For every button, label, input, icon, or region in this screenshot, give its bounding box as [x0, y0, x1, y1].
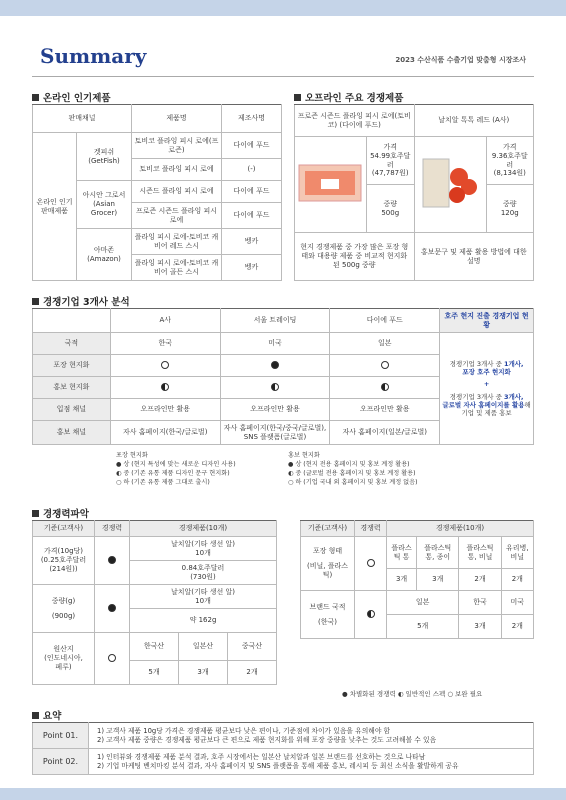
cell: 오프라인만 활용: [110, 399, 220, 421]
rating-mid-icon: [381, 383, 389, 391]
criteria-brand: 브랜드 국적 (한국): [301, 591, 355, 639]
online-product: 플라잉 피시 로에-토비코 캐비어 레드 스시: [132, 229, 222, 255]
summary-table: [32, 722, 534, 775]
summary-section-heading: 요약: [32, 708, 61, 722]
online-maker: 다이에 푸드: [222, 133, 282, 159]
online-maker: (-): [222, 159, 282, 181]
point-02-text: 1) 인터뷰와 경쟁제품 제품 분석 결과, 호주 시장에서는 일본산 날치알과 일본 브랜드를 선호하는 것으로 나타남 2) 기업 마케팅 벤치마킹 분석 결과, 자사 홈페이지 및 SNS 플랫폼을 통해 제품 홍보, 레시피 등 최신 소식을 활발하게 공유: [89, 749, 534, 775]
cell: 미국: [501, 591, 533, 615]
cell: 2개: [459, 569, 501, 591]
rating-cell: [330, 355, 440, 377]
cell: 미국: [220, 333, 330, 355]
cell: 3개: [179, 661, 228, 685]
rating-cell: [95, 633, 130, 685]
cell: 3개: [459, 615, 501, 639]
rating-cell: [95, 585, 130, 633]
cell: 자사 홈페이지(한국/글로벌): [110, 421, 220, 445]
bullet-square-icon: [32, 712, 39, 719]
col-seoul-trading: 서울 트레이딩: [220, 309, 330, 333]
channel-getfish: 겟피쉬 (GetFish): [77, 133, 132, 181]
cell: 날치알(기타 생선 알) 10개: [130, 537, 277, 561]
col-channel: 판매채널: [33, 105, 132, 133]
pack-legend: 포장 현지화 ● 상 (현지 특성에 맞는 새로운 디자인 사용) ◐ 중 (기존 유통 제품 디자인 문구 현지화) ○ 하 (기존 유통 제품 그대로 출시): [116, 452, 236, 486]
rating-high-icon: [108, 556, 116, 564]
report-title: 2023 수산식품 수출기업 맞춤형 시장조사: [395, 56, 526, 64]
weight-b: 중량 120g: [486, 185, 533, 233]
cell: 5개: [130, 661, 179, 685]
rating-cell: [220, 355, 330, 377]
cell: 플라스틱 통, 종이: [417, 537, 459, 569]
row-nationality: 국적: [33, 333, 111, 355]
rating-cell: [220, 377, 330, 399]
cell: 일본: [330, 333, 440, 355]
rating-cell: [95, 537, 130, 585]
online-section-heading: 온라인 인기제품: [32, 90, 111, 104]
rating-low-icon: [108, 654, 116, 662]
rating-low-icon: [367, 559, 375, 567]
note-a: 현지 경쟁제품 중 가장 많은 포장 형태와 대용량 제품 중 비교적 현지화 된 500g 중량: [295, 233, 415, 281]
cell: 자사 홈페이지(일본/글로벌): [330, 421, 440, 445]
bullet-square-icon: [32, 94, 39, 101]
bullet-square-icon: [294, 94, 301, 101]
col-products: 경쟁제품(10개): [387, 521, 534, 537]
roe-pack-image-icon: [417, 153, 483, 213]
competitors-section-heading: 경쟁기업 3개사 분석: [32, 294, 130, 308]
point-02: Point 02.: [33, 749, 89, 775]
col-company-a: A사: [110, 309, 220, 333]
online-maker: 벵카: [222, 229, 282, 255]
rating-mid-icon: [161, 383, 169, 391]
rating-cell: [110, 377, 220, 399]
row-entry-channel: 입점 채널: [33, 399, 111, 421]
online-maker: 벵카: [222, 255, 282, 281]
online-product: 토비코 플라잉 피시 로에: [132, 159, 222, 181]
point-01-text: 1) 고객사 제품 10g당 가격은 경쟁제품 평균보다 낮은 편이나, 기준점에 차이가 있음을 유의해야 함 2) 고객사 제품 중량은 경쟁제품 평균보다 큰 편으로 제품 현지화를 위해 포장 중량을 낮추는 것도 고려해볼 수 있음: [89, 723, 534, 749]
offline-products-table: [294, 104, 534, 281]
competitors-table: [32, 308, 534, 445]
col-products: 경쟁제품(10개): [130, 521, 277, 537]
cell: 한국산: [130, 633, 179, 661]
online-maker: 다이에 푸드: [222, 181, 282, 203]
roe-tray-image-icon: [297, 153, 363, 213]
online-maker: 다이에 푸드: [222, 203, 282, 229]
bottom-band: [0, 788, 566, 800]
cell: 오프라인만 활용: [220, 399, 330, 421]
col-product: 제품명: [132, 105, 222, 133]
col-maker: 제조사명: [222, 105, 282, 133]
online-product: 토비코 플라잉 피시 로에(프로즌): [132, 133, 222, 159]
channel-asian-grocer: 아시안 그로서 (Asian Grocer): [77, 181, 132, 229]
cell: 일본: [387, 591, 459, 615]
weight-a: 중량 500g: [366, 185, 414, 233]
cell: 날치알(기타 생선 알) 10개: [130, 585, 277, 609]
criteria-pack: 포장 형태 (비닐, 플라스틱): [301, 537, 355, 591]
side-title: 호주 현지 진출 경쟁기업 현황: [440, 309, 534, 333]
cell: 약 162g: [130, 609, 277, 633]
col-competitiveness: 경쟁력: [355, 521, 387, 537]
power-legend: ● 차별화된 경쟁력 ◐ 일반적인 스펙 ○ 보완 필요: [342, 690, 483, 698]
cell: 플라스틱 통: [387, 537, 417, 569]
offline-section-heading: 오프라인 주요 경쟁제품: [294, 90, 403, 104]
rating-mid-icon: [271, 383, 279, 391]
rating-cell: [355, 591, 387, 639]
rating-cell: [355, 537, 387, 591]
rating-high-icon: [271, 361, 279, 369]
online-product: 시즌드 플라잉 피시 로에: [132, 181, 222, 203]
cell: 일본산: [179, 633, 228, 661]
product-b-image: [414, 137, 486, 233]
row-pack-localization: 포장 현지화: [33, 355, 111, 377]
point-01: Point 01.: [33, 723, 89, 749]
promo-legend: 홍보 현지화 ● 상 (현지 전용 홈페이지 및 홍보 계정 활용) ◐ 중 (글로벌 전용 홈페이지 및 홍보 계정 활용) ○ 하 (기업 국내 외 홈페이지 및 홍보 계정 없음): [288, 452, 418, 486]
rating-cell: [110, 355, 220, 377]
criteria-weight: 중량(g) (900g): [33, 585, 95, 633]
side-summary: 경쟁기업 3개사 중 1개사, 포장 호주 현지화 + 경쟁기업 3개사 중 3개사, 글로벌 자사 홈페이지를 활용해 기업 및 제품 홍보: [440, 333, 534, 445]
cell: 유리병, 비닐: [501, 537, 533, 569]
rating-high-icon: [108, 604, 116, 612]
page-title: Summary: [40, 44, 147, 68]
criteria-origin: 원산지 (인도네시아, 페루): [33, 633, 95, 685]
offline-product-a: 프로즌 시즌드 플라잉 피시 로에(토비코) (다이에 푸드): [295, 105, 415, 137]
cell: 중국산: [228, 633, 277, 661]
cell: 3개: [417, 569, 459, 591]
col-competitiveness: 경쟁력: [95, 521, 130, 537]
cell: 오프라인만 활용: [330, 399, 440, 421]
col-criteria: 기준(고객사): [33, 521, 95, 537]
cell: 자사 홈페이지(한국/중국/글로벌), SNS 플랫폼(글로벌): [220, 421, 330, 445]
power-section-heading: 경쟁력파악: [32, 506, 89, 520]
row-promo-channel: 홍보 채널: [33, 421, 111, 445]
rating-low-icon: [381, 361, 389, 369]
cell: 2개: [501, 569, 533, 591]
online-product: 플라잉 피시 로에-토비코 캐비어 골든 스시: [132, 255, 222, 281]
note-b: 홍보문구 및 제품 활용 방법에 대한 설명: [414, 233, 533, 281]
power-table-left: [32, 520, 277, 685]
cell: 한국: [459, 591, 501, 615]
cell: 2개: [228, 661, 277, 685]
bullet-square-icon: [32, 298, 39, 305]
cell: 2개: [501, 615, 533, 639]
col-criteria: 기준(고객사): [301, 521, 355, 537]
bullet-square-icon: [32, 510, 39, 517]
price-b: 가격 9.36호주달러 (8,134원): [486, 137, 533, 185]
rating-cell: [330, 377, 440, 399]
online-product: 프로즌 시즌드 플라잉 피시 로에: [132, 203, 222, 229]
title-divider: [32, 76, 534, 77]
cell: 5개: [387, 615, 459, 639]
product-a-image: [295, 137, 367, 233]
cell: 한국: [110, 333, 220, 355]
row-promo-localization: 홍보 현지화: [33, 377, 111, 399]
power-table-right: [300, 520, 534, 639]
criteria-price: 가격(10g당) (0.25호주달러 (214원)): [33, 537, 95, 585]
rating-mid-icon: [367, 610, 375, 618]
price-a: 가격 54.99호주달러 (47,787원): [366, 137, 414, 185]
cell: 플라스틱 통, 비닐: [459, 537, 501, 569]
cell: 0.84호주달러 (730원): [130, 561, 277, 585]
online-group-label: 온라인 인기 판매제품: [33, 133, 77, 281]
cell: 3개: [387, 569, 417, 591]
online-products-table: [32, 104, 282, 281]
channel-amazon: 아마존 (Amazon): [77, 229, 132, 281]
top-band: [0, 0, 566, 16]
rating-low-icon: [161, 361, 169, 369]
col-daie-food: 다이에 푸드: [330, 309, 440, 333]
offline-product-b: 날치알 톡톡 레드 (A사): [414, 105, 533, 137]
